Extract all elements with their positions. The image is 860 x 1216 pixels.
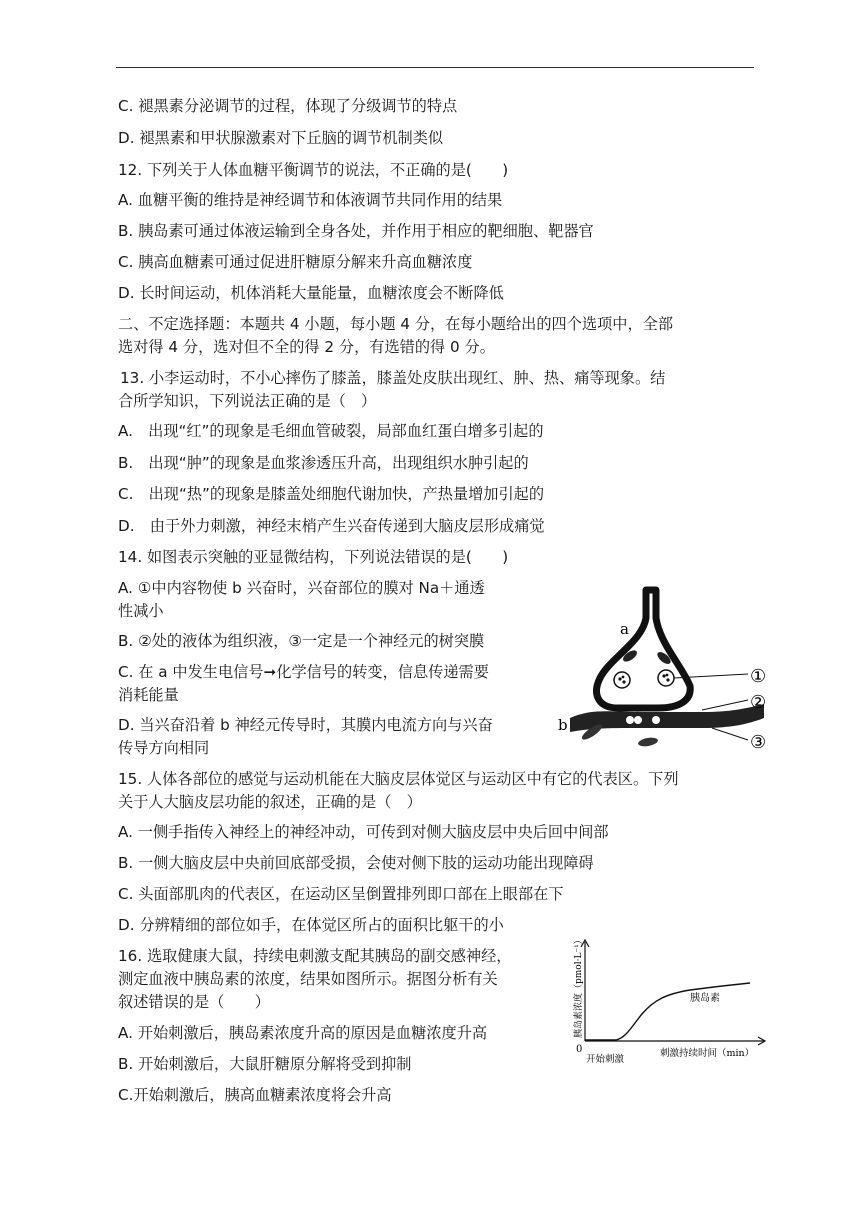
- text-line: 选对得 4 分，选对但不全的得 2 分，有选错的得 0 分。: [118, 338, 495, 356]
- text-line: 合所学知识，下列说法正确的是（ ）: [118, 392, 377, 410]
- series-insulin: [585, 983, 750, 1040]
- text-line: C. 出现“热”的现象是膝盖处细胞代谢加快，产热量增加引起的: [118, 485, 545, 503]
- text-line: 二、不定选择题：本题共 4 小题，每小题 4 分，在每小题给出的四个选项中，全部: [118, 315, 674, 333]
- text-line: 叙述错误的是（ ）: [118, 993, 270, 1011]
- synapse-figure: [552, 584, 792, 754]
- text-line: 14. 如图表示突触的亚显微结构，下列说法错误的是( ): [118, 548, 509, 566]
- header-rule: [116, 67, 754, 68]
- y-axis-title: 胰岛素浓度（pmol·L⁻¹）: [574, 938, 584, 1038]
- text-line: 测定血液中胰岛素的浓度，结果如图所示。据图分析有关: [118, 970, 498, 988]
- text-line: 关于人大脑皮层功能的叙述，正确的是（ ）: [118, 793, 422, 811]
- text-line: C. 在 a 中发生电信号➞化学信号的转变，信息传递需要: [118, 663, 489, 681]
- text-line: 传导方向相同: [118, 739, 210, 757]
- text-line: D. 褪黑素和甲状腺激素对下丘脑的调节机制类似: [118, 129, 444, 147]
- text-line: C. 头面部肌肉的代表区，在运动区呈倒置排列即口部在上眼部在下: [118, 885, 564, 903]
- text-line: B. 出现“肿”的现象是血浆渗透压升高，出现组织水肿引起的: [118, 454, 529, 472]
- text-line: B. 胰岛素可通过体液运输到全身各处，并作用于相应的靶细胞、靶器官: [118, 222, 594, 240]
- marker-1: ①: [750, 666, 767, 687]
- text-line: D. 分辨精细的部位如手，在体觉区所占的面积比躯干的小: [118, 916, 504, 934]
- text-line: A. ①中内容物使 b 兴奋时，兴奋部位的膜对 Na＋通透: [118, 579, 485, 597]
- text-line: D. 长时间运动，机体消耗大量能量，血糖浓度会不断降低: [118, 284, 504, 302]
- insulin-chart: [570, 938, 770, 1068]
- label-a: a: [620, 620, 629, 638]
- text-line: B. 一侧大脑皮层中央前回底部受损，会使对侧下肢的运动功能出现障碍: [118, 854, 594, 872]
- origin-label: 0: [576, 1044, 583, 1055]
- text-line: A. 出现“红”的现象是毛细血管破裂，局部血红蛋白增多引起的: [118, 422, 544, 440]
- text-line: D. 由于外力刺激，神经末梢产生兴奋传递到大脑皮层形成痛觉: [118, 517, 545, 535]
- text-line: B. ②处的液体为组织液，③一定是一个神经元的树突膜: [118, 632, 485, 650]
- text-line: 12. 下列关于人体血糖平衡调节的说法，不正确的是( ): [118, 161, 509, 179]
- text-line: 16. 选取健康大鼠，持续电刺激支配其胰岛的副交感神经，: [118, 947, 512, 965]
- text-line: 消耗能量: [118, 686, 179, 704]
- text-line: A. 一侧手指传入神经上的神经冲动，可传到对侧大脑皮层中央后回中间部: [118, 823, 609, 841]
- marker-2: ②: [750, 692, 767, 713]
- x-tick-start: 开始刺激: [586, 1054, 625, 1065]
- text-line: 15. 人体各部位的感觉与运动机能在大脑皮层体觉区与运动区中有它的代表区。下列: [118, 770, 679, 788]
- text-line: 性减小: [118, 602, 164, 620]
- text-line: C. 褪黑素分泌调节的过程，体现了分级调节的特点: [118, 97, 458, 115]
- text-line: D. 当兴奋沿着 b 神经元传导时，其膜内电流方向与兴奋: [118, 716, 493, 734]
- text-line: A. 开始刺激后，胰岛素浓度升高的原因是血糖浓度升高: [118, 1024, 488, 1042]
- text-line: 13. 小李运动时，不小心摔伤了膝盖，膝盖处皮肤出现红、肿、热、痛等现象。结: [120, 369, 666, 387]
- text-line: C. 胰高血糖素可通过促进肝糖原分解来升高血糖浓度: [118, 253, 473, 271]
- marker-3: ③: [750, 732, 767, 753]
- series-label: 胰岛素: [690, 993, 720, 1004]
- text-line: C.开始刺激后，胰高血糖素浓度将会升高: [118, 1086, 392, 1104]
- text-line: B. 开始刺激后，大鼠肝糖原分解将受到抑制: [118, 1055, 412, 1073]
- label-b: b: [558, 716, 568, 734]
- text-line: A. 血糖平衡的维持是神经调节和体液调节共同作用的结果: [118, 191, 503, 209]
- x-axis-title: 刺激持续时间（min）: [660, 1048, 755, 1059]
